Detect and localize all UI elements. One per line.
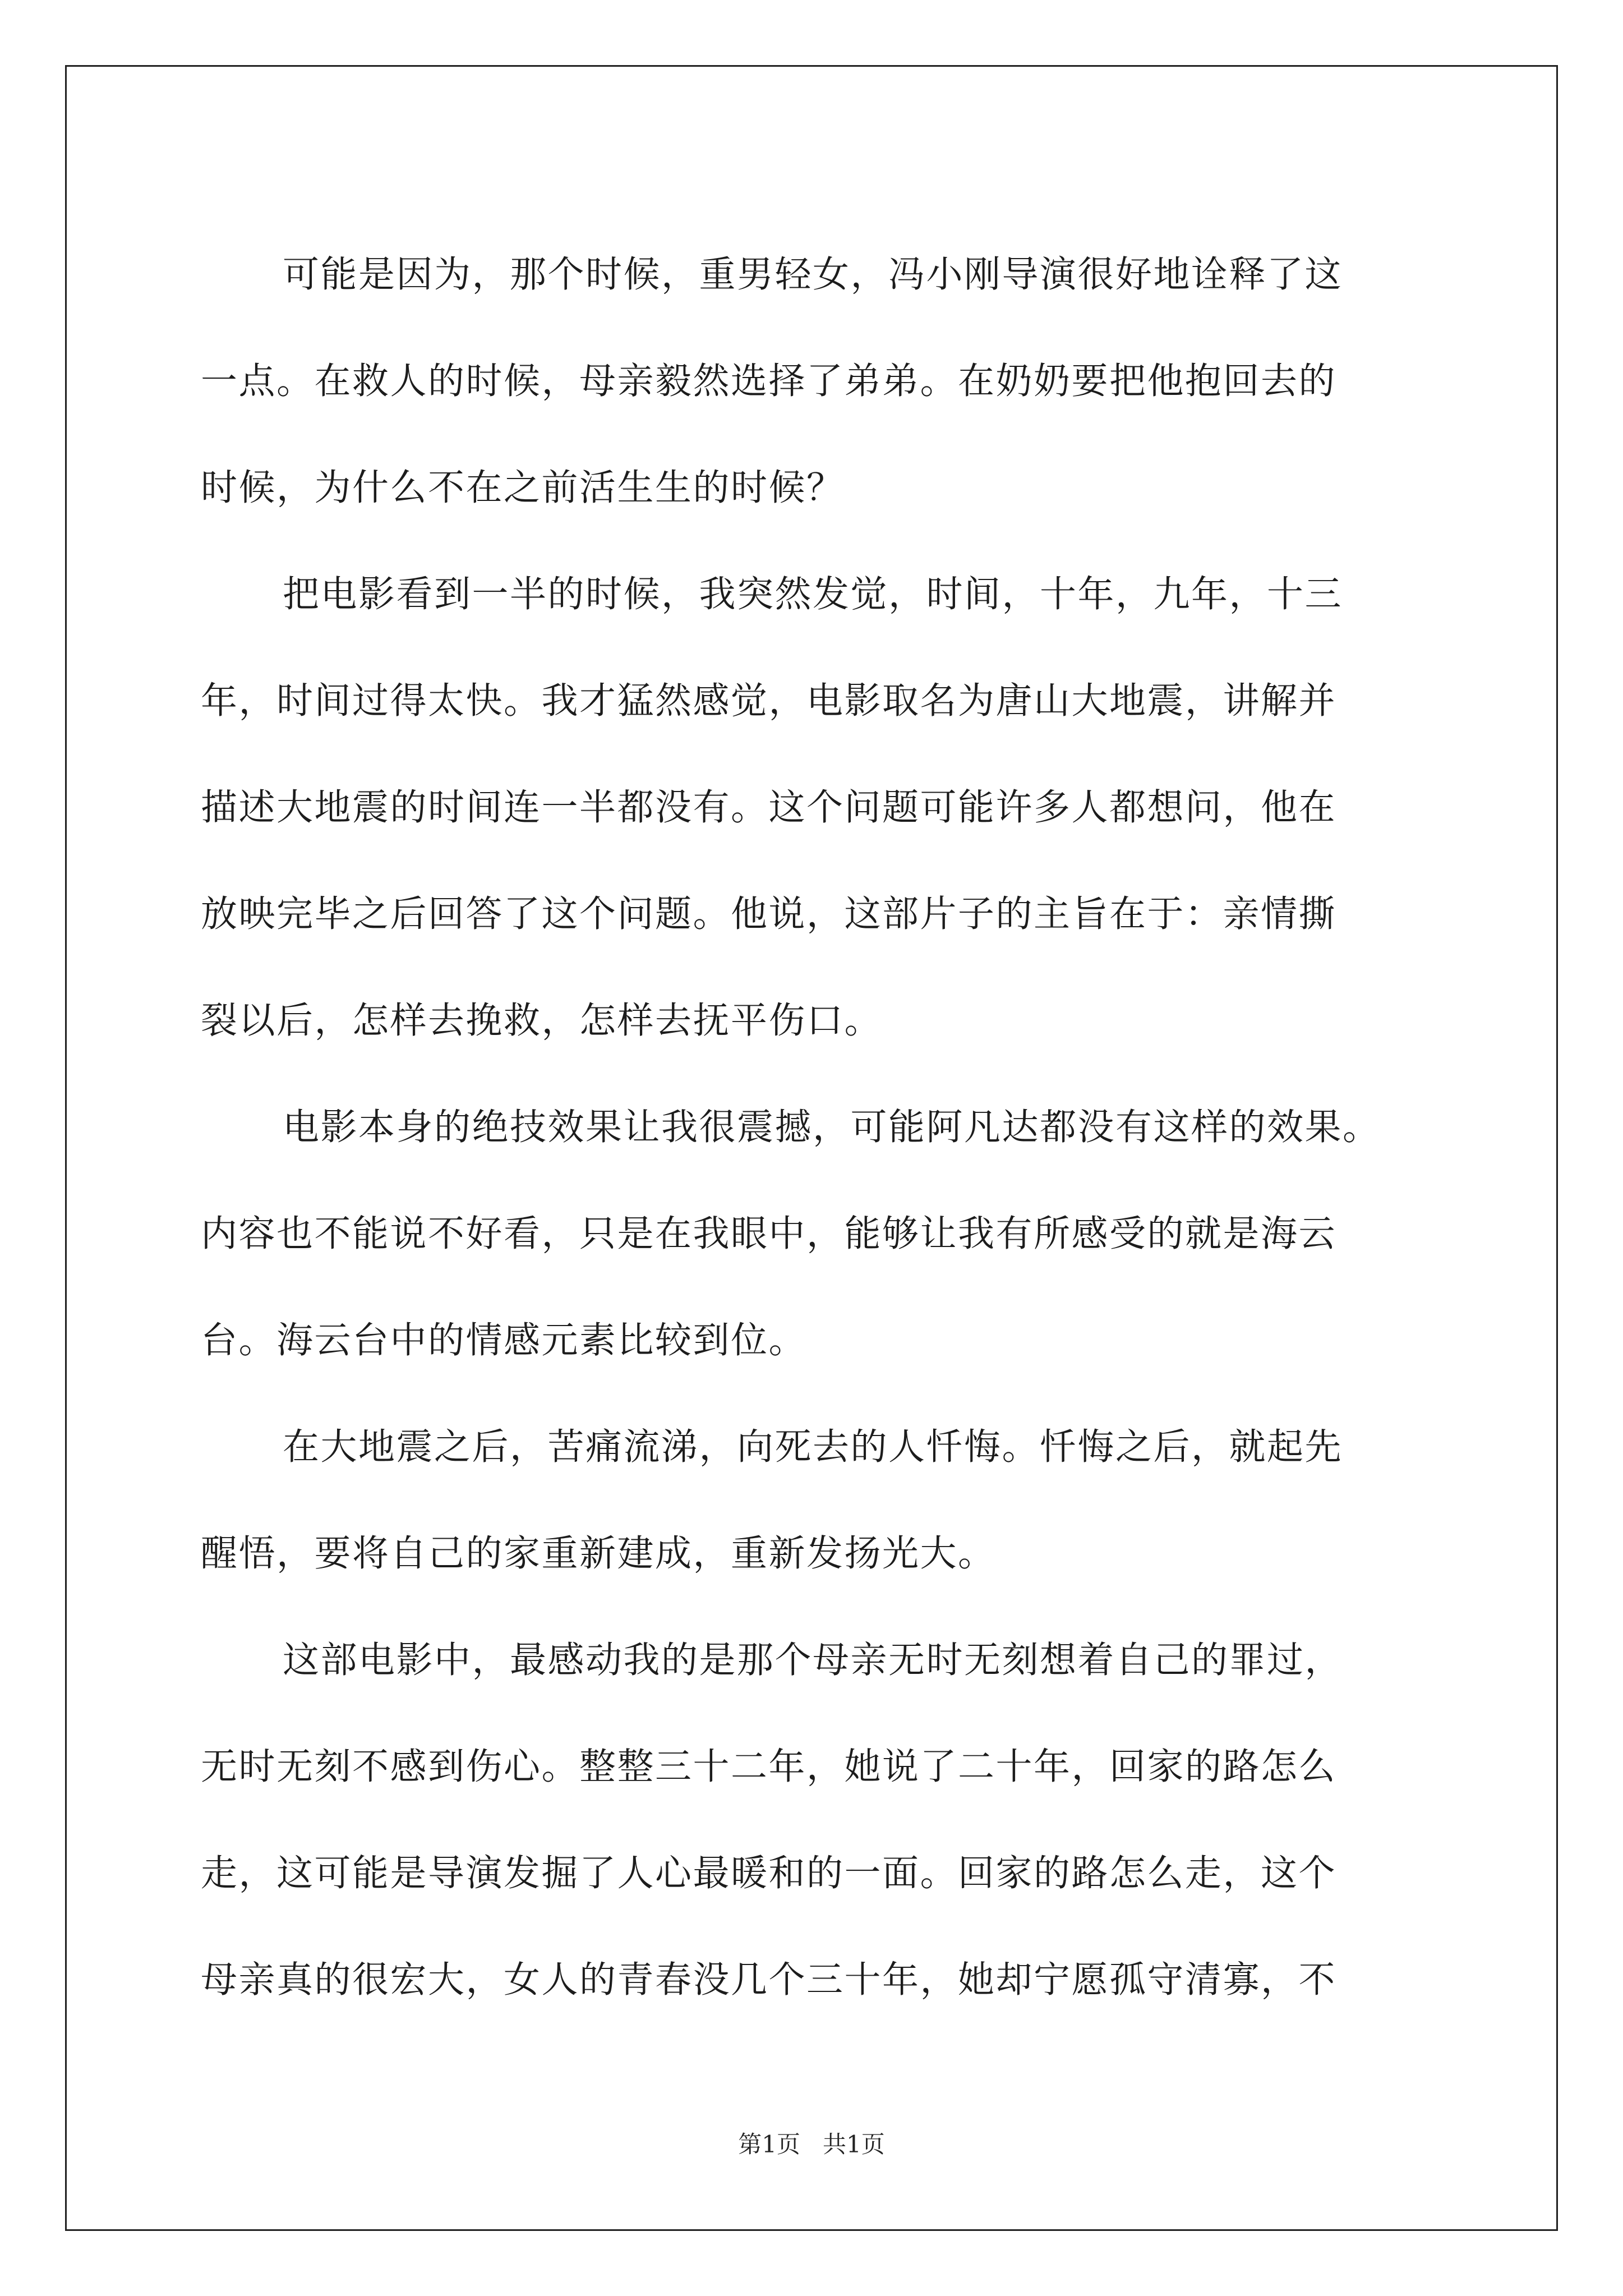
text-line: 时候，为什么不在之前活生生的时候？ — [201, 467, 845, 509]
text-line: 裂以后，怎样去挽救，怎样去抚平伤口。 — [201, 1000, 883, 1042]
text-line: 走，这可能是导演发掘了人心最暖和的一面。回家的路怎么走，这个 — [201, 1852, 1337, 1894]
text-line: 内容也不能说不好看，只是在我眼中，能够让我有所感受的就是海云 — [201, 1213, 1337, 1255]
text-line: 描述大地震的时间连一半都没有。这个问题可能许多人都想问，他在 — [201, 786, 1337, 829]
text-line: 可能是因为，那个时候，重男轻女，冯小刚导演很好地诠释了这 — [283, 254, 1343, 296]
text-line: 年，时间过得太快。我才猛然感觉，电影取名为唐山大地震，讲解并 — [201, 680, 1337, 722]
text-line: 醒悟，要将自己的家重新建成，重新发扬光大。 — [201, 1533, 996, 1575]
text-line: 把电影看到一半的时候，我突然发觉，时间，十年，九年，十三 — [283, 573, 1343, 615]
text-line: 在大地震之后，苦痛流涕，向死去的人忏悔。忏悔之后，就起先 — [283, 1426, 1343, 1468]
text-line: 母亲真的很宏大，女人的青春没几个三十年，她却宁愿孤守清寡，不 — [201, 1959, 1337, 2001]
text-line: 一点。在救人的时候，母亲毅然选择了弟弟。在奶奶要把他抱回去的 — [201, 360, 1337, 402]
text-line: 这部电影中，最感动我的是那个母亲无时无刻想着自己的罪过， — [283, 1639, 1343, 1681]
page-number: 第1页 — [738, 2131, 800, 2158]
page-count: 共1页 — [823, 2131, 885, 2158]
text-line: 无时无刻不感到伤心。整整三十二年，她说了二十年，回家的路怎么 — [201, 1746, 1337, 1788]
text-line: 电影本身的绝技效果让我很震撼，可能阿凡达都没有这样的效果。 — [283, 1106, 1381, 1148]
text-line: 放映完毕之后回答了这个问题。他说，这部片子的主旨在于：亲情撕 — [201, 893, 1337, 935]
text-line: 台。海云台中的情感元素比较到位。 — [201, 1319, 807, 1361]
page-footer — [0, 2126, 1623, 2160]
document-body — [201, 222, 1435, 2033]
